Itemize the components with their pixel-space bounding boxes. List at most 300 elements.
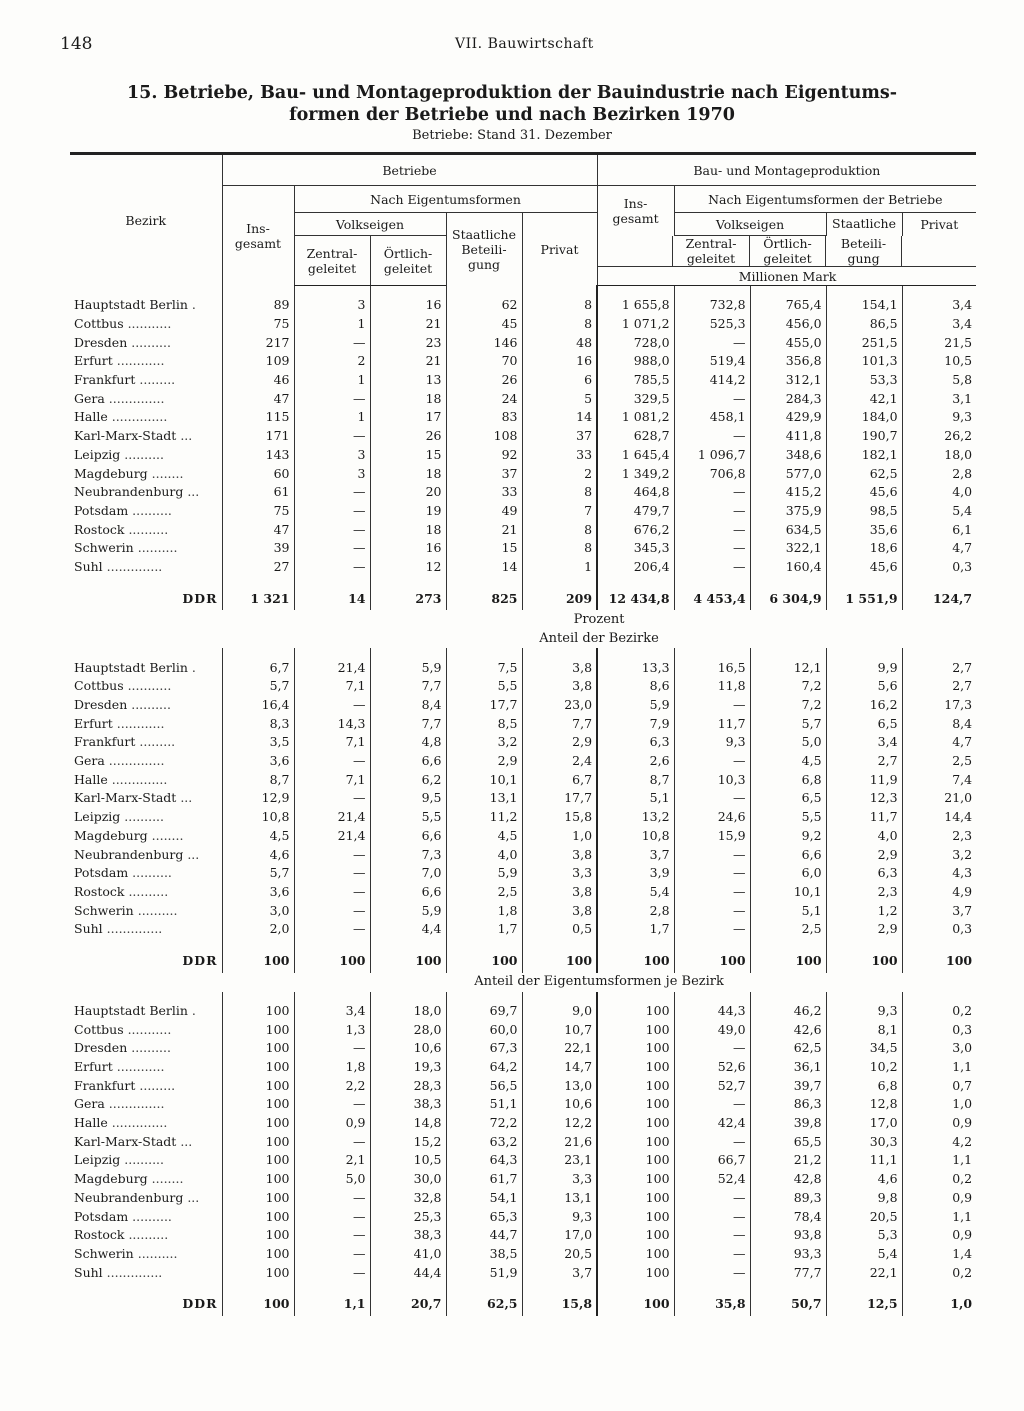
value-cell: 93,3 bbox=[750, 1245, 826, 1264]
value-cell: 16,2 bbox=[826, 696, 902, 715]
value-cell: 0,2 bbox=[902, 1263, 976, 1282]
value-cell: 345,3 bbox=[597, 539, 674, 558]
value-cell: 7,1 bbox=[294, 770, 370, 789]
value-cell: 3,2 bbox=[902, 845, 976, 864]
value-cell: 0,9 bbox=[902, 1189, 976, 1208]
value-cell: 14,4 bbox=[902, 808, 976, 827]
value-cell: 21,0 bbox=[902, 789, 976, 808]
value-cell: 5,8 bbox=[902, 371, 976, 390]
bezirk-label: Karl-Marx-Stadt bbox=[74, 428, 177, 444]
value-cell: 100 bbox=[222, 1151, 294, 1170]
total-cell: 100 bbox=[750, 949, 826, 973]
value-cell: 100 bbox=[597, 1226, 674, 1245]
value-cell: 154,1 bbox=[826, 296, 902, 315]
value-cell: 49 bbox=[446, 502, 522, 521]
value-cell: — bbox=[674, 901, 750, 920]
value-cell: 17,7 bbox=[522, 789, 597, 808]
value-cell: 21,4 bbox=[294, 808, 370, 827]
bezirk-name bbox=[70, 883, 222, 902]
bezirk-name bbox=[70, 558, 222, 577]
header-nach-eigentumsformen: Nach Eigentumsformen bbox=[294, 186, 597, 213]
value-cell: 12,9 bbox=[222, 789, 294, 808]
value-cell: 27 bbox=[222, 558, 294, 577]
value-cell: 3 bbox=[294, 296, 370, 315]
ddr-total-row bbox=[70, 1292, 976, 1316]
table-row bbox=[70, 389, 976, 408]
value-cell: 100 bbox=[597, 1095, 674, 1114]
value-cell: 100 bbox=[597, 1263, 674, 1282]
table-row bbox=[70, 1151, 976, 1170]
value-cell: 3,6 bbox=[222, 883, 294, 902]
value-cell: — bbox=[674, 520, 750, 539]
value-cell: 24,6 bbox=[674, 808, 750, 827]
value-cell: 6,6 bbox=[370, 883, 446, 902]
bezirk-label: Erfurt bbox=[74, 1059, 113, 1075]
value-cell: 21,6 bbox=[522, 1132, 597, 1151]
value-cell: 14 bbox=[446, 558, 522, 577]
value-cell: — bbox=[674, 845, 750, 864]
value-cell: 1 bbox=[294, 408, 370, 427]
leader-dots: ... bbox=[176, 790, 193, 806]
value-cell: 6,3 bbox=[826, 864, 902, 883]
value-cell: — bbox=[674, 752, 750, 771]
table-row bbox=[70, 864, 976, 883]
value-cell: 2,9 bbox=[522, 733, 597, 752]
ddr-total-row bbox=[70, 949, 976, 973]
value-cell: 108 bbox=[446, 427, 522, 446]
value-cell: 217 bbox=[222, 333, 294, 352]
value-cell: 3,4 bbox=[294, 1002, 370, 1021]
value-cell: 109 bbox=[222, 352, 294, 371]
value-cell: 7,3 bbox=[370, 845, 446, 864]
value-cell: 6,8 bbox=[826, 1076, 902, 1095]
ddr-total-row bbox=[70, 586, 976, 610]
value-cell: 101,3 bbox=[826, 352, 902, 371]
value-cell: 10,1 bbox=[446, 770, 522, 789]
value-cell: 10,3 bbox=[674, 770, 750, 789]
value-cell: 7,0 bbox=[370, 864, 446, 883]
total-cell: 100 bbox=[294, 949, 370, 973]
value-cell: 5,9 bbox=[446, 864, 522, 883]
value-cell: 3,9 bbox=[597, 864, 674, 883]
value-cell: — bbox=[674, 1207, 750, 1226]
value-cell: 348,6 bbox=[750, 446, 826, 465]
section-heading: Anteil der Eigentumsformen je Bezirk bbox=[474, 974, 724, 990]
value-cell: 15 bbox=[446, 539, 522, 558]
total-cell: 100 bbox=[522, 949, 597, 973]
value-cell: 1,1 bbox=[902, 1207, 976, 1226]
value-cell: 1 bbox=[294, 315, 370, 334]
bezirk-name bbox=[70, 1189, 222, 1208]
value-cell: 6,6 bbox=[370, 752, 446, 771]
table-row bbox=[70, 1002, 976, 1021]
table-row bbox=[70, 714, 976, 733]
table-row bbox=[70, 770, 976, 789]
value-cell: 706,8 bbox=[674, 464, 750, 483]
bezirk-label: Karl-Marx-Stadt bbox=[74, 790, 177, 806]
leader-dots: .......... bbox=[128, 502, 172, 518]
page-number: 148 bbox=[60, 34, 93, 54]
total-cell: 100 bbox=[370, 949, 446, 973]
value-cell: 7,2 bbox=[750, 677, 826, 696]
value-cell: 12,8 bbox=[826, 1095, 902, 1114]
value-cell: 0,9 bbox=[902, 1114, 976, 1133]
total-cell: 14 bbox=[294, 586, 370, 610]
table-row bbox=[70, 677, 976, 696]
value-cell: — bbox=[674, 333, 750, 352]
total-cell: 20,7 bbox=[370, 1292, 446, 1316]
value-cell: 5,0 bbox=[294, 1170, 370, 1189]
value-cell: 19 bbox=[370, 502, 446, 521]
value-cell: 23,0 bbox=[522, 696, 597, 715]
value-cell: 7,9 bbox=[597, 714, 674, 733]
value-cell: 206,4 bbox=[597, 558, 674, 577]
total-cell: 209 bbox=[522, 586, 597, 610]
value-cell: 8,5 bbox=[446, 714, 522, 733]
leader-dots: .......... bbox=[127, 334, 171, 350]
value-cell: 5,5 bbox=[370, 808, 446, 827]
value-cell: 1,4 bbox=[902, 1245, 976, 1264]
value-cell: 4,0 bbox=[446, 845, 522, 864]
value-cell: 2,4 bbox=[522, 752, 597, 771]
value-cell: 9,5 bbox=[370, 789, 446, 808]
value-cell: 45,6 bbox=[826, 558, 902, 577]
value-cell: 5,9 bbox=[370, 658, 446, 677]
value-cell: 5,1 bbox=[597, 789, 674, 808]
value-cell: 100 bbox=[597, 1170, 674, 1189]
leader-dots: .............. bbox=[104, 753, 165, 769]
table-row bbox=[70, 883, 976, 902]
header-bezirk: Bezirk bbox=[125, 212, 167, 228]
value-cell: 53,3 bbox=[826, 371, 902, 390]
bezirk-name bbox=[70, 1002, 222, 1021]
value-cell: — bbox=[674, 1189, 750, 1208]
value-cell: 2,7 bbox=[902, 677, 976, 696]
value-cell: 525,3 bbox=[674, 315, 750, 334]
value-cell: 5,1 bbox=[750, 901, 826, 920]
value-cell: — bbox=[294, 883, 370, 902]
value-cell: 6 bbox=[522, 371, 597, 390]
value-cell: 3,3 bbox=[522, 864, 597, 883]
ddr-label: DDR bbox=[182, 590, 218, 606]
value-cell: 11,2 bbox=[446, 808, 522, 827]
total-cell: 124,7 bbox=[902, 586, 976, 610]
value-cell: 13,1 bbox=[446, 789, 522, 808]
total-cell: 4 453,4 bbox=[674, 586, 750, 610]
value-cell: 13 bbox=[370, 371, 446, 390]
value-cell: 11,8 bbox=[674, 677, 750, 696]
value-cell: 12,2 bbox=[522, 1114, 597, 1133]
bezirk-name bbox=[70, 1226, 222, 1245]
value-cell: 9,8 bbox=[826, 1189, 902, 1208]
bezirk-name bbox=[70, 333, 222, 352]
value-cell: 13,1 bbox=[522, 1189, 597, 1208]
value-cell: 37 bbox=[446, 464, 522, 483]
leader-dots: ... bbox=[183, 846, 200, 862]
value-cell: 3,8 bbox=[522, 658, 597, 677]
table-row bbox=[70, 483, 976, 502]
value-cell: 100 bbox=[597, 1245, 674, 1264]
value-cell: — bbox=[674, 1132, 750, 1151]
total-cell: 100 bbox=[446, 949, 522, 973]
value-cell: 21,5 bbox=[902, 333, 976, 352]
value-cell: — bbox=[674, 427, 750, 446]
value-cell: — bbox=[674, 539, 750, 558]
bezirk-name bbox=[70, 315, 222, 334]
statistics-table bbox=[70, 152, 976, 1316]
value-cell: 100 bbox=[222, 1226, 294, 1245]
leader-dots: ............ bbox=[112, 1059, 165, 1075]
value-cell: 15,9 bbox=[674, 827, 750, 846]
value-cell: 10,1 bbox=[750, 883, 826, 902]
value-cell: 30,0 bbox=[370, 1170, 446, 1189]
leader-dots: .............. bbox=[102, 1264, 163, 1280]
value-cell: 2,5 bbox=[750, 920, 826, 939]
value-cell: 3,8 bbox=[522, 883, 597, 902]
bezirk-label: Neubrandenburg bbox=[74, 846, 184, 862]
value-cell: 42,4 bbox=[674, 1114, 750, 1133]
bezirk-name bbox=[70, 752, 222, 771]
value-cell: 28,3 bbox=[370, 1076, 446, 1095]
value-cell: 21 bbox=[370, 352, 446, 371]
value-cell: 16 bbox=[522, 352, 597, 371]
value-cell: 8,3 bbox=[222, 714, 294, 733]
value-cell: 24 bbox=[446, 389, 522, 408]
value-cell: 9,3 bbox=[522, 1207, 597, 1226]
leader-dots: ... bbox=[183, 484, 200, 500]
value-cell: 62,5 bbox=[750, 1039, 826, 1058]
table-row bbox=[70, 371, 976, 390]
value-cell: 83 bbox=[446, 408, 522, 427]
value-cell: 16,4 bbox=[222, 696, 294, 715]
value-cell: 46 bbox=[222, 371, 294, 390]
value-cell: 10,8 bbox=[597, 827, 674, 846]
value-cell: 1,8 bbox=[294, 1058, 370, 1077]
table-row bbox=[70, 427, 976, 446]
value-cell: 10,6 bbox=[370, 1039, 446, 1058]
value-cell: 3,4 bbox=[902, 296, 976, 315]
value-cell: 1 349,2 bbox=[597, 464, 674, 483]
table-row bbox=[70, 1170, 976, 1189]
table-header bbox=[70, 154, 976, 286]
section-heading: Prozent bbox=[573, 611, 625, 627]
bezirk-label: Neubrandenburg bbox=[74, 484, 184, 500]
value-cell: 60 bbox=[222, 464, 294, 483]
bezirk-label: Gera bbox=[74, 390, 105, 406]
value-cell: 60,0 bbox=[446, 1020, 522, 1039]
value-cell: 5,4 bbox=[597, 883, 674, 902]
value-cell: 23,1 bbox=[522, 1151, 597, 1170]
table-row bbox=[70, 539, 976, 558]
value-cell: 5,9 bbox=[597, 696, 674, 715]
bezirk-name bbox=[70, 1170, 222, 1189]
value-cell: 100 bbox=[597, 1039, 674, 1058]
value-cell: 98,5 bbox=[826, 502, 902, 521]
value-cell: 8,4 bbox=[370, 696, 446, 715]
value-cell: 93,8 bbox=[750, 1226, 826, 1245]
value-cell: 13,0 bbox=[522, 1076, 597, 1095]
value-cell: 51,1 bbox=[446, 1095, 522, 1114]
value-cell: 37 bbox=[522, 427, 597, 446]
value-cell: 47 bbox=[222, 520, 294, 539]
value-cell: 6,5 bbox=[750, 789, 826, 808]
value-cell: 3,7 bbox=[597, 845, 674, 864]
bezirk-label: Halle bbox=[74, 409, 108, 425]
value-cell: — bbox=[294, 502, 370, 521]
bezirk-name bbox=[70, 1207, 222, 1226]
value-cell: 3,5 bbox=[222, 733, 294, 752]
header-produktion-sub bbox=[597, 236, 976, 286]
leader-dots: .............. bbox=[107, 409, 168, 425]
header-insgesamt-produktion: Ins- gesamt bbox=[597, 186, 674, 236]
value-cell: 42,6 bbox=[750, 1020, 826, 1039]
value-cell: 23 bbox=[370, 333, 446, 352]
value-cell: — bbox=[674, 483, 750, 502]
value-cell: — bbox=[674, 1245, 750, 1264]
leader-dots: .............. bbox=[102, 921, 163, 937]
value-cell: 66,7 bbox=[674, 1151, 750, 1170]
value-cell: 11,7 bbox=[826, 808, 902, 827]
leader-dots: ......... bbox=[135, 1077, 176, 1093]
bezirk-label: Rostock bbox=[74, 521, 125, 537]
value-cell: 10,5 bbox=[902, 352, 976, 371]
value-cell: 14,3 bbox=[294, 714, 370, 733]
leader-dots: ... bbox=[176, 1133, 193, 1149]
value-cell: 33 bbox=[522, 446, 597, 465]
bezirk-name bbox=[70, 714, 222, 733]
header-staatliche-beteiligung-produktion: Staatliche bbox=[826, 213, 902, 236]
value-cell: 39,8 bbox=[750, 1114, 826, 1133]
leader-dots: .......... bbox=[127, 697, 171, 713]
leader-dots: ... bbox=[183, 1189, 200, 1205]
value-cell: 100 bbox=[597, 1151, 674, 1170]
value-cell: 8,7 bbox=[222, 770, 294, 789]
value-cell: 22,1 bbox=[522, 1039, 597, 1058]
value-cell: 4,3 bbox=[902, 864, 976, 883]
value-cell: 455,0 bbox=[750, 333, 826, 352]
value-cell: 4,5 bbox=[750, 752, 826, 771]
value-cell: — bbox=[674, 389, 750, 408]
table-row bbox=[70, 1114, 976, 1133]
bezirk-name bbox=[70, 464, 222, 483]
value-cell: 3,7 bbox=[902, 901, 976, 920]
value-cell: 479,7 bbox=[597, 502, 674, 521]
value-cell: 6,3 bbox=[597, 733, 674, 752]
bezirk-label: Leipzig bbox=[74, 1152, 121, 1168]
value-cell: — bbox=[294, 539, 370, 558]
total-cell: 825 bbox=[446, 586, 522, 610]
value-cell: 16 bbox=[370, 296, 446, 315]
value-cell: 69,7 bbox=[446, 1002, 522, 1021]
value-cell: 28,0 bbox=[370, 1020, 446, 1039]
value-cell: 1 645,4 bbox=[597, 446, 674, 465]
value-cell: 8,1 bbox=[826, 1020, 902, 1039]
value-cell: 42,8 bbox=[750, 1170, 826, 1189]
value-cell: 44,4 bbox=[370, 1263, 446, 1282]
table-row bbox=[70, 558, 976, 577]
value-cell: 45,6 bbox=[826, 483, 902, 502]
value-cell: — bbox=[294, 483, 370, 502]
header-privat-betriebe: Privat bbox=[522, 213, 597, 286]
total-cell: 35,8 bbox=[674, 1292, 750, 1316]
leader-dots: ........ bbox=[147, 1171, 184, 1187]
value-cell: 26 bbox=[446, 371, 522, 390]
value-cell: 329,5 bbox=[597, 389, 674, 408]
value-cell: 7,2 bbox=[750, 696, 826, 715]
bezirk-name bbox=[70, 733, 222, 752]
bezirk-label: Schwerin bbox=[74, 1245, 134, 1261]
bezirk-label: Karl-Marx-Stadt bbox=[74, 1133, 177, 1149]
total-cell: 62,5 bbox=[446, 1292, 522, 1316]
value-cell: 634,5 bbox=[750, 520, 826, 539]
value-cell: 4,8 bbox=[370, 733, 446, 752]
bezirk-name bbox=[70, 1263, 222, 1282]
value-cell: 3,0 bbox=[902, 1039, 976, 1058]
value-cell: 7,4 bbox=[902, 770, 976, 789]
value-cell: 3,8 bbox=[522, 901, 597, 920]
value-cell: 7,5 bbox=[446, 658, 522, 677]
bezirk-label: Potsdam bbox=[74, 502, 129, 518]
bezirk-label: Cottbus bbox=[74, 678, 124, 694]
header-zentral-geleitet-betriebe: Zentral- geleitet bbox=[294, 236, 370, 286]
value-cell: 322,1 bbox=[750, 539, 826, 558]
value-cell: 2 bbox=[522, 464, 597, 483]
value-cell: 1 081,2 bbox=[597, 408, 674, 427]
value-cell: 8,7 bbox=[597, 770, 674, 789]
value-cell: 39 bbox=[222, 539, 294, 558]
total-cell: 100 bbox=[222, 949, 294, 973]
table-row bbox=[70, 315, 976, 334]
value-cell: 4,6 bbox=[222, 845, 294, 864]
value-cell: 4,7 bbox=[902, 733, 976, 752]
value-cell: 785,5 bbox=[597, 371, 674, 390]
value-cell: 4,0 bbox=[902, 483, 976, 502]
leader-dots: ........ bbox=[147, 827, 184, 843]
bezirk-label: Halle bbox=[74, 771, 108, 787]
value-cell: — bbox=[294, 1226, 370, 1245]
value-cell: 35,6 bbox=[826, 520, 902, 539]
header-staatliche-beteiligung-betriebe: Staatliche Beteili- gung bbox=[446, 213, 522, 286]
value-cell: 7 bbox=[522, 502, 597, 521]
value-cell: 21 bbox=[370, 315, 446, 334]
bezirk-label: Suhl bbox=[74, 558, 103, 574]
value-cell: 0,9 bbox=[902, 1226, 976, 1245]
value-cell: — bbox=[294, 696, 370, 715]
value-cell: 18 bbox=[370, 520, 446, 539]
value-cell: 100 bbox=[597, 1132, 674, 1151]
bezirk-name bbox=[70, 539, 222, 558]
value-cell: 46,2 bbox=[750, 1002, 826, 1021]
value-cell: 577,0 bbox=[750, 464, 826, 483]
value-cell: 26,2 bbox=[902, 427, 976, 446]
value-cell: 41,0 bbox=[370, 1245, 446, 1264]
value-cell: 765,4 bbox=[750, 296, 826, 315]
table-row bbox=[70, 827, 976, 846]
ddr-label: DDR bbox=[182, 1296, 218, 1312]
header-betriebe: Betriebe bbox=[222, 154, 597, 186]
leader-dots: ......... bbox=[135, 734, 176, 750]
value-cell: 20 bbox=[370, 483, 446, 502]
table-row bbox=[70, 808, 976, 827]
total-cell: 100 bbox=[674, 949, 750, 973]
value-cell: 2,1 bbox=[294, 1151, 370, 1170]
value-cell: 2,9 bbox=[826, 920, 902, 939]
value-cell: 64,2 bbox=[446, 1058, 522, 1077]
value-cell: 2,5 bbox=[902, 752, 976, 771]
bezirk-label: Leipzig bbox=[74, 809, 121, 825]
value-cell: 2,7 bbox=[826, 752, 902, 771]
total-cell: 50,7 bbox=[750, 1292, 826, 1316]
